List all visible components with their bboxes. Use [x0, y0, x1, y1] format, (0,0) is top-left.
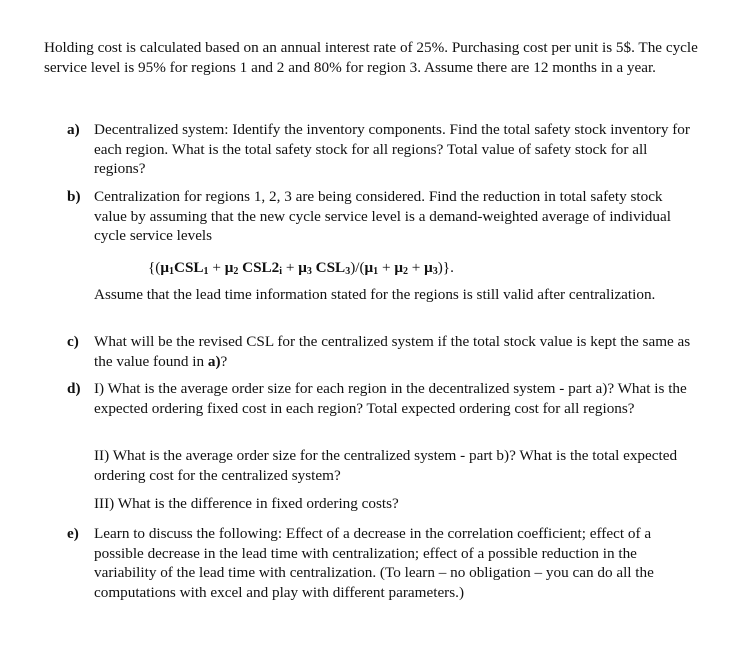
- question-d-part3: III) What is the difference in fixed ordering costs?: [94, 495, 399, 512]
- question-b-text: Centralization for regions 1, 2, 3 are being considered. Find the reduction in total safety stock value by assuming that the new cycle service level is a demand-weighted average of individual cycle service levels: [94, 188, 671, 245]
- intro-paragraph: Holding cost is calculated based on an annual interest rate of 25%. Purchasing cost per unit is 5$. The cycle service level is 95% for regions 1 and 2 and 80% for region 3. Assume there are 12 months in a year.: [44, 39, 698, 76]
- question-b: [67, 187, 697, 246]
- question-b-label: b): [67, 188, 81, 205]
- question-e-text: Learn to discuss the following: Effect of a decrease in the correlation coefficient; effect of a possible decrease in the lead time with centralization; effect of a possible reduction in the variability of the lead time with centralization. (To learn – no obligation – you can do all the computations with excel and play with different parameters.): [94, 525, 654, 601]
- question-b-note: Assume that the lead time information stated for the regions is still valid after centralization.: [94, 286, 656, 303]
- question-c-label: c): [67, 333, 79, 350]
- question-a: [67, 120, 697, 179]
- question-a-label: a): [67, 121, 80, 138]
- question-c-ref: a): [207, 352, 221, 370]
- csl-formula: {($\mu_1CSL_1 + \mu_2$ $CSL2_i + \mu_3$ $CSL_3)/(\mu_1 + \mu_2 + \mu_3)$}.: [148, 259, 454, 277]
- question-d-part2: II) What is the average order size for the centralized system - part b)? What is the total expected ordering cost for the centralized system?: [94, 447, 678, 484]
- question-c: [67, 332, 697, 371]
- question-d-part1: I) What is the average order size for each region in the decentralized system - part a)? What is the expected ordering fixed cost in each region? Total expected ordering cost for all regions?: [94, 380, 687, 417]
- question-a-text: Decentralized system: Identify the inventory components. Find the total safety stock inventory for each region. What is the total safety stock for all regions? Total value of safety stock for all regions?: [94, 121, 690, 178]
- question-d-label: d): [67, 380, 81, 397]
- question-e: [67, 524, 697, 602]
- question-c-text: What will be the revised CSL for the centralized system if the total stock value is kept the same as the value found in a)?: [94, 333, 691, 370]
- question-d: [67, 379, 697, 418]
- question-e-label: e): [67, 525, 79, 542]
